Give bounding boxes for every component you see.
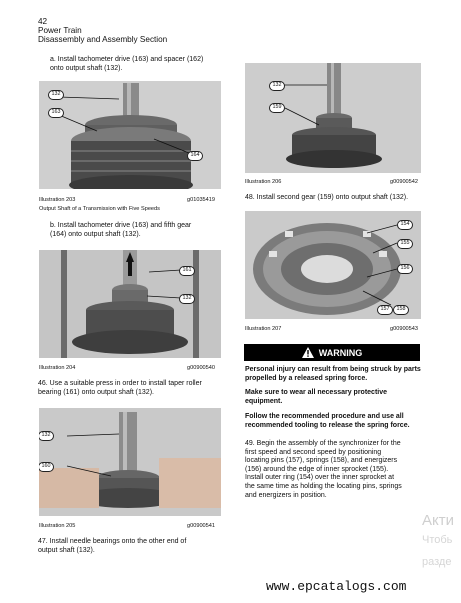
callout-163: 163 [48, 108, 64, 118]
callout-159: 159 [269, 103, 285, 113]
callout-154: 154 [397, 220, 413, 230]
illustration-203-caption: Output Shaft of a Transmission with Five Speeds [39, 206, 160, 212]
warning-paragraph-3: Follow the recommended procedure and use all recommended tooling to release the spring force. [245, 413, 410, 429]
gear-shaft-image [39, 81, 221, 189]
illustration-207-label: Illustration 207 [245, 326, 282, 332]
illustration-205-photo [39, 408, 221, 516]
warning-triangle-icon [302, 347, 314, 358]
callout-132: 132 [39, 431, 54, 441]
overlay-text-2: Чтобь [422, 534, 453, 546]
callout-132: 132 [179, 294, 195, 304]
page-number: 42 [38, 17, 48, 26]
callout-132: 132 [269, 81, 285, 91]
illustration-206-code: g00900542 [390, 179, 418, 185]
warning-banner [244, 344, 420, 361]
callout-161: 161 [179, 266, 195, 276]
step-b-text: b. Install tachometer drive (163) and fifth gear (164) onto output shaft (132). [50, 222, 192, 238]
callout-160: 160 [39, 462, 54, 472]
illustration-205-code: g00900541 [187, 523, 215, 529]
callout-132: 132 [48, 90, 64, 100]
illustration-204-code: g00900540 [187, 365, 215, 371]
warning-paragraph-1: Personal injury can result from being struck by parts propelled by a released spring force. [245, 366, 421, 382]
callout-157: 157 [377, 305, 393, 315]
callout-156: 156 [397, 264, 413, 274]
illustration-203-label: Illustration 203 [39, 197, 76, 203]
callout-164: 164 [187, 151, 203, 161]
overlay-text-3: разде [422, 556, 452, 568]
step-46-text: 46. Use a suitable press in order to install taper roller bearing (161) onto output shaft (132). [38, 380, 202, 396]
section-title: Power Train [38, 26, 82, 35]
callout-155: 155 [397, 239, 413, 249]
illustration-207-photo [245, 211, 421, 319]
warning-paragraph-2: Make sure to wear all necessary protective equipment. [245, 389, 388, 405]
needle-bearing-image [39, 408, 221, 516]
synchronizer-image [245, 211, 421, 319]
subsection-title: Disassembly and Assembly Section [38, 35, 168, 44]
illustration-206-label: Illustration 206 [245, 179, 282, 185]
warning-title: WARNING [318, 347, 363, 358]
illustration-204-photo [39, 250, 221, 358]
step-47-text: 47. Install needle bearings onto the other end of output shaft (132). [38, 538, 187, 554]
step-a-text: a. Install tachometer drive (163) and spacer (162) onto output shaft (132). [50, 56, 204, 72]
second-gear-image [245, 63, 421, 173]
illustration-204-label: Illustration 204 [39, 365, 76, 371]
illustration-206-photo [245, 63, 421, 173]
illustration-203-photo [39, 81, 221, 189]
illustration-207-code: g00900543 [390, 326, 418, 332]
step-48-text: 48. Install second gear (159) onto output shaft (132). [245, 194, 409, 201]
illustration-205-label: Illustration 205 [39, 523, 76, 529]
overlay-text-1: Акти [422, 512, 454, 529]
callout-158: 158 [393, 305, 409, 315]
illustration-203-code: g01035419 [187, 197, 215, 203]
step-49-text: 49. Begin the assembly of the synchronizer for the first speed and second speed by positioning locating pins (157), springs (158), and energizers (156) around the edge of inner sprocket (155). Install outer ring (154) over the inner sprocket at the same time as holding the locating pins, springs and energizers in position. [245, 440, 402, 499]
watermark-url: www.epcatalogs.com [266, 579, 407, 594]
press-bearing-image [39, 250, 221, 358]
